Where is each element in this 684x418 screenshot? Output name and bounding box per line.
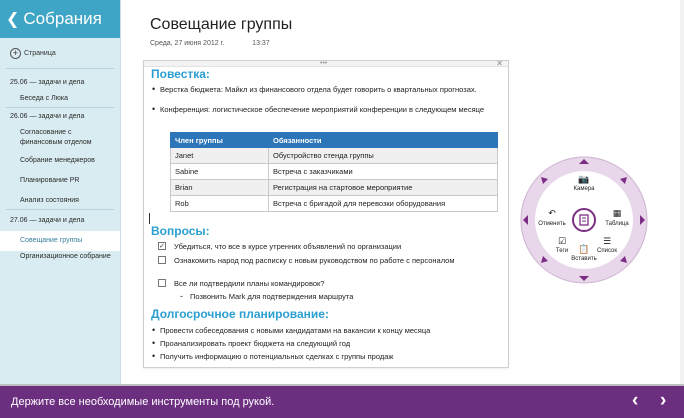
note-container[interactable]: • • • ✕ Повестка: • Верстка бюджета: Майкл из финансового отдела будет говорить о квартальных прогнозах. • Конференция: логистическое обеспечение мероприятий конференции в следующем месяце Член группы Обязанности Janet Обустройство стенда группы Sabine Встреча с заказчиками Brian Регистрация на стартовое мероприятие Rob Встреча с бригадой для перевозки оборудования Вопросы: ✓ Убедиться, что все в курсе утренних объявлений по организации Ознакомить народ под расписку с новым руководством по работе с персоналом Все ли подтвердили планы командировок? - Позвонить Mark для подтверждения маршрута Долгосрочное планирование: • Провести собеседования с новыми кандидатами на вакансии к концу месяца • Проанализировать проект бюджета на следующий год • Получить информацию о потенциальных сделках с группы продаж bbox=[143, 60, 509, 368]
tags-label: Теги bbox=[555, 248, 569, 254]
table-header-row bbox=[171, 133, 498, 148]
camera-label: Камера bbox=[573, 186, 595, 192]
undo-icon[interactable]: ↶ bbox=[548, 208, 556, 218]
page-title[interactable]: Совещание группы bbox=[150, 16, 293, 33]
table-row[interactable] bbox=[171, 164, 498, 180]
sidebar-page-item[interactable] bbox=[0, 176, 120, 186]
page-meta bbox=[150, 40, 270, 47]
sub-item[interactable]: - Позвонить Mark для подтверждения маршрута bbox=[180, 291, 354, 301]
tags-icon[interactable]: ☑ bbox=[557, 236, 567, 246]
bullet-icon: • bbox=[152, 84, 156, 94]
duties-table[interactable] bbox=[170, 132, 498, 212]
table-cell[interactable]: Встреча с заказчиками bbox=[269, 164, 498, 180]
agenda-heading: Повестка: bbox=[151, 67, 210, 81]
add-icon: + bbox=[10, 48, 21, 59]
drag-dots-icon: • • • bbox=[320, 60, 327, 67]
agenda-item[interactable]: • Верстка бюджета: Майкл из финансового отдела будет говорить о квартальных прогнозах. bbox=[152, 84, 477, 94]
table-cell[interactable]: Sabine bbox=[171, 164, 269, 180]
sidebar-page-label: Согласование с финансовым отделом bbox=[20, 129, 92, 146]
edge-strip bbox=[680, 0, 684, 386]
add-page-label: Страница bbox=[24, 49, 56, 57]
text-cursor bbox=[149, 213, 150, 224]
sidebar-page-label: Собрание менеджеров bbox=[20, 157, 95, 164]
table-label: Таблица bbox=[605, 221, 629, 227]
sidebar-page-item[interactable] bbox=[0, 156, 120, 166]
sidebar-page-item[interactable] bbox=[0, 112, 120, 122]
back-chevron-icon[interactable]: ❮ bbox=[6, 11, 20, 28]
tutorial-footer bbox=[0, 386, 684, 418]
section-title: Собрания bbox=[23, 9, 102, 28]
dash-bullet-icon: - bbox=[180, 291, 183, 301]
radial-menu[interactable] bbox=[516, 152, 652, 288]
sidebar-page-label: Анализ состояния bbox=[20, 197, 79, 204]
add-page-button[interactable] bbox=[0, 38, 120, 68]
sidebar-divider bbox=[6, 209, 114, 210]
list-icon[interactable]: ☰ bbox=[602, 236, 612, 246]
sidebar-page-item[interactable] bbox=[0, 78, 120, 88]
table-cell[interactable]: Обустройство стенда группы bbox=[269, 148, 498, 164]
sidebar-header[interactable] bbox=[0, 0, 120, 38]
table-header-cell: Обязанности bbox=[269, 133, 498, 148]
table-cell[interactable]: Brian bbox=[171, 180, 269, 196]
bullet-icon: • bbox=[152, 338, 156, 348]
paste-label: Вставить bbox=[571, 256, 597, 262]
page-time: 13:37 bbox=[252, 40, 270, 47]
bullet-icon: • bbox=[152, 104, 156, 114]
agenda-item[interactable]: • Конференция: логистическое обеспечение мероприятий конференции в следующем месяце bbox=[152, 104, 485, 114]
table-cell[interactable]: Встреча с бригадой для перевозки оборудования bbox=[269, 196, 498, 212]
bullet-icon: • bbox=[152, 351, 156, 361]
sidebar-page-label: 26.06 — задачи и дела bbox=[10, 113, 85, 120]
sidebar-divider bbox=[6, 68, 114, 69]
table-header-cell: Член группы bbox=[171, 133, 269, 148]
sidebar-page-item[interactable] bbox=[0, 231, 120, 251]
sidebar-page-item[interactable] bbox=[0, 216, 120, 226]
sidebar-page-item[interactable] bbox=[0, 252, 120, 262]
checkbox-checked-icon[interactable]: ✓ bbox=[159, 243, 165, 250]
previous-arrow-icon[interactable]: ‹ bbox=[632, 390, 639, 411]
sidebar-divider bbox=[6, 107, 114, 108]
sidebar-page-label: Организационное собрание bbox=[20, 253, 111, 260]
paste-icon[interactable]: 📋 bbox=[578, 244, 590, 254]
table-row[interactable] bbox=[171, 148, 498, 164]
sidebar-page-label: Планирование PR bbox=[20, 177, 80, 184]
table-icon[interactable]: ▦ bbox=[612, 208, 622, 218]
sidebar-page-label: Беседа с Люка bbox=[20, 95, 69, 102]
checkbox-icon[interactable] bbox=[158, 256, 166, 264]
page-date: Среда, 27 июня 2012 г. bbox=[150, 40, 225, 47]
longterm-item[interactable]: • Проанализировать проект бюджета на следующий год bbox=[152, 338, 351, 348]
table-cell[interactable]: Регистрация на стартовое мероприятие bbox=[269, 180, 498, 196]
bullet-icon: • bbox=[152, 325, 156, 335]
close-note-icon[interactable]: ✕ bbox=[496, 59, 503, 68]
longterm-heading: Долгосрочное планирование: bbox=[151, 307, 329, 321]
table-row[interactable] bbox=[171, 180, 498, 196]
list-label: Список bbox=[597, 248, 617, 254]
table-cell[interactable]: Rob bbox=[171, 196, 269, 212]
sidebar-page-label: 27.06 — задачи и дела bbox=[10, 217, 85, 224]
camera-icon[interactable]: 📷 bbox=[578, 174, 590, 184]
table-cell[interactable]: Janet bbox=[171, 148, 269, 164]
sidebar bbox=[0, 0, 121, 386]
table-row[interactable] bbox=[171, 196, 498, 212]
longterm-item[interactable]: • Получить информацию о потенциальных сделках с группы продаж bbox=[152, 351, 394, 361]
tutorial-message: Держите все необходимые инструменты под рукой. bbox=[11, 396, 275, 408]
sidebar-page-label: 25.06 — задачи и дела bbox=[10, 79, 85, 86]
radial-ring bbox=[516, 152, 652, 288]
sidebar-page-item[interactable] bbox=[0, 94, 120, 104]
longterm-item[interactable]: • Провести собеседования с новыми кандидатами на вакансии к концу месяца bbox=[152, 325, 431, 335]
undo-label: Отменить bbox=[538, 221, 566, 227]
sidebar-page-item[interactable] bbox=[0, 196, 120, 206]
next-arrow-icon[interactable]: › bbox=[660, 390, 667, 411]
sidebar-page-item[interactable] bbox=[0, 128, 120, 148]
questions-heading: Вопросы: bbox=[151, 224, 210, 238]
sidebar-page-label: Совещание группы bbox=[20, 237, 83, 244]
checkbox-icon[interactable] bbox=[158, 279, 166, 287]
